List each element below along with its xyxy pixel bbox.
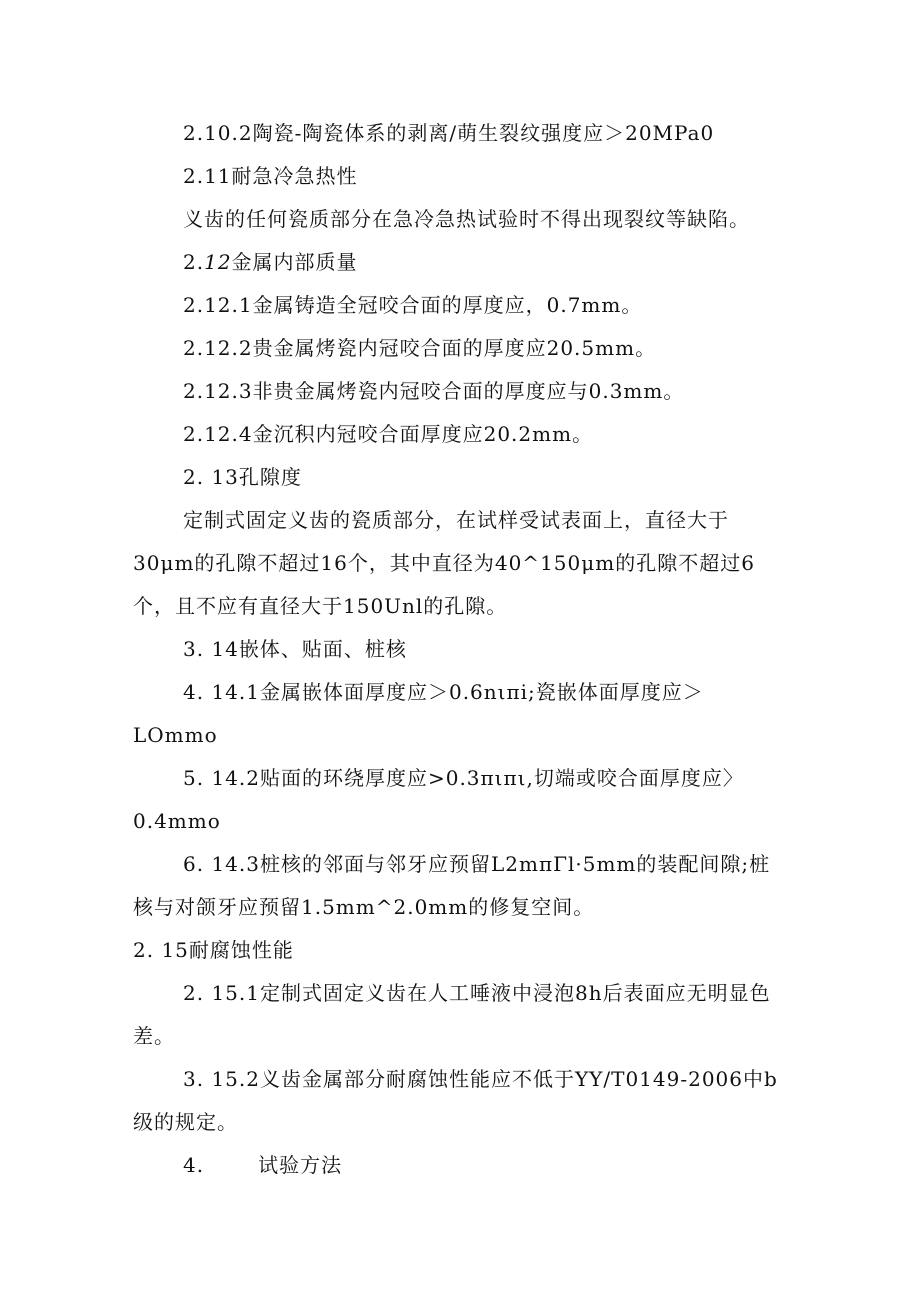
heading-2-15: 2. 15耐腐蚀性能: [133, 938, 294, 962]
clause-15-2-line-2: 级的规定。: [133, 1110, 238, 1134]
heading-3-14: 3. 14嵌体、贴面、桩核: [183, 637, 407, 661]
heading-4: [183, 1152, 342, 1178]
heading-2-12-prefix: 2.: [183, 250, 205, 274]
paragraph-2-11-body: 义齿的任何瓷质部分在急冷急热试验时不得出现裂纹等缺陷。: [183, 207, 750, 231]
clause-14-2-line-1: 5. 14.2贴面的环绕厚度应>0.3πιπι,切端或咬合面厚度应〉: [183, 766, 744, 790]
clause-2-12-4: 2.12.4金沉积内冠咬合面厚度应20.2mm。: [183, 422, 594, 446]
heading-4-title: 试验方法: [258, 1153, 343, 1177]
clause-15-1-line-1: 2. 15.1定制式固定义齿在人工唾液中浸泡8h后表面应无明显色: [183, 981, 771, 1005]
heading-2-12: [183, 249, 358, 275]
clause-14-1-line-1: 4. 14.1金属嵌体面厚度应＞0.6nιπi;瓷嵌体面厚度应＞: [183, 680, 704, 704]
clause-15-1-line-2: 差。: [133, 1024, 175, 1048]
heading-2-12-title: 金属内部质量: [231, 250, 358, 274]
paragraph-2-13-line-2: 30μm的孔隙不超过16个，其中直径为40^150μm的孔隙不超过6: [133, 551, 755, 575]
clause-2-10-2: 2.10.2陶瓷-陶瓷体系的剥离/萌生裂纹强度应＞20MPa0: [183, 121, 715, 145]
clause-14-3-line-2: 核与对颌牙应预留1.5mm^2.0mm的修复空间。: [133, 895, 595, 919]
clause-15-2-line-1: 3. 15.2义齿金属部分耐腐蚀性能应不低于YY/T0149-2006中b: [183, 1067, 778, 1091]
clause-14-3-line-1: 6. 14.3桩核的邻面与邻牙应预留L2mπΓl·5mm的装配间隙;桩: [183, 852, 771, 876]
clause-2-12-2: 2.12.2贵金属烤瓷内冠咬合面的厚度应20.5mm。: [183, 336, 657, 360]
clause-14-1-line-2: LOmmo: [133, 723, 218, 747]
paragraph-2-13-line-3: 个，且不应有直径大于150Unl的孔隙。: [133, 594, 508, 618]
heading-2-13: 2. 13孔隙度: [183, 465, 302, 489]
heading-2-11: 2.11耐急冷急热性: [183, 164, 358, 188]
heading-2-12-number: 12: [204, 250, 232, 274]
clause-2-12-3: 2.12.3非贵金属烤瓷内冠咬合面的厚度应与0.3mm。: [183, 379, 685, 403]
clause-14-2-line-2: 0.4mmo: [133, 809, 221, 833]
clause-2-12-1: 2.12.1金属铸造全冠咬合面的厚度应，0.7mm。: [183, 293, 643, 317]
heading-4-number: 4.: [183, 1153, 205, 1177]
paragraph-2-13-line-1: 定制式固定义齿的瓷质部分，在试样受试表面上，直径大于: [183, 508, 729, 532]
